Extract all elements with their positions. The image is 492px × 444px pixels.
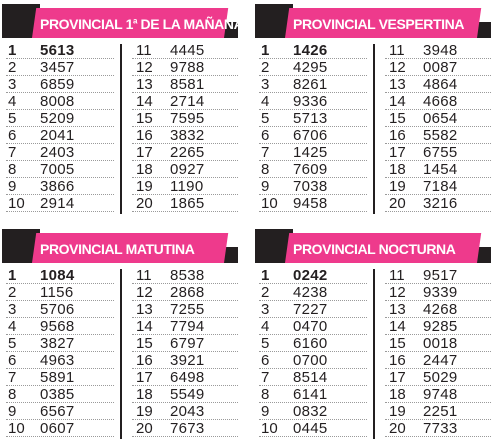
result-row	[255, 144, 373, 161]
panel-header	[2, 229, 238, 263]
position-number: 17	[389, 144, 406, 161]
results-right-column	[120, 42, 238, 212]
panel-title	[293, 241, 455, 257]
result-row	[120, 110, 238, 127]
result-row	[373, 42, 491, 59]
result-row	[373, 352, 491, 369]
winning-number: 3866	[40, 178, 75, 195]
results-left-column	[2, 267, 120, 437]
result-row	[255, 59, 373, 76]
result-row	[255, 76, 373, 93]
result-row	[373, 301, 491, 318]
winning-number: 1425	[293, 144, 328, 161]
winning-number: 4238	[293, 284, 328, 301]
position-number: 20	[389, 420, 406, 437]
result-row	[2, 318, 120, 335]
winning-number: 6160	[293, 335, 328, 352]
position-number: 4	[261, 318, 270, 335]
position-number: 3	[8, 76, 17, 93]
panel-header	[255, 229, 491, 263]
result-row	[2, 335, 120, 352]
winning-number: 1426	[293, 42, 328, 59]
result-row	[2, 420, 120, 437]
position-number: 9	[8, 178, 17, 195]
position-number: 18	[389, 386, 406, 403]
results-right-column	[120, 267, 238, 437]
winning-number: 0385	[40, 386, 75, 403]
result-row	[120, 76, 238, 93]
result-row	[255, 93, 373, 110]
results-right-column	[373, 42, 491, 212]
position-number: 20	[389, 195, 406, 212]
title-main: PROVINCIAL MATUTINA	[40, 241, 195, 257]
result-row	[255, 352, 373, 369]
result-row	[373, 403, 491, 420]
panel-title	[40, 16, 243, 32]
position-number: 1	[261, 267, 270, 284]
position-number: 16	[389, 352, 406, 369]
winning-number: 5713	[293, 110, 328, 127]
position-number: 19	[136, 178, 153, 195]
winning-number: 2447	[423, 352, 458, 369]
result-row	[373, 59, 491, 76]
winning-number: 4963	[40, 352, 75, 369]
position-number: 6	[8, 127, 17, 144]
position-number: 15	[389, 335, 406, 352]
position-number: 12	[136, 284, 153, 301]
winning-number: 0654	[423, 110, 458, 127]
position-number: 10	[8, 195, 25, 212]
winning-number: 7038	[293, 178, 328, 195]
winning-number: 3827	[40, 335, 75, 352]
title-main: PROVINCIAL NOCTURNA	[293, 241, 456, 257]
position-number: 10	[261, 195, 278, 212]
result-row	[255, 369, 373, 386]
position-number: 19	[136, 403, 153, 420]
result-row	[373, 161, 491, 178]
panel-title	[293, 16, 464, 32]
result-row	[373, 284, 491, 301]
position-number: 7	[8, 144, 17, 161]
position-number: 2	[261, 284, 270, 301]
winning-number: 2403	[40, 144, 75, 161]
panel-header	[255, 4, 491, 38]
position-number: 12	[136, 59, 153, 76]
position-number: 1	[8, 42, 17, 59]
result-row	[255, 127, 373, 144]
position-number: 4	[261, 93, 270, 110]
result-row	[373, 318, 491, 335]
position-number: 19	[389, 178, 406, 195]
position-number: 3	[261, 301, 270, 318]
results-right-column	[373, 267, 491, 437]
position-number: 6	[261, 127, 270, 144]
position-number: 3	[8, 301, 17, 318]
winning-number: 5613	[40, 42, 75, 59]
position-number: 9	[261, 403, 270, 420]
position-number: 18	[389, 161, 406, 178]
winning-number: 0018	[423, 335, 458, 352]
result-row	[255, 420, 373, 437]
position-number: 5	[261, 110, 270, 127]
result-row	[120, 195, 238, 212]
position-number: 16	[389, 127, 406, 144]
winning-number: 0242	[293, 267, 328, 284]
results-left-column	[255, 267, 373, 437]
winning-number: 0607	[40, 420, 75, 437]
position-number: 8	[8, 386, 17, 403]
winning-number: 9517	[423, 267, 458, 284]
winning-number: 6567	[40, 403, 75, 420]
result-row	[373, 110, 491, 127]
result-row	[2, 144, 120, 161]
winning-number: 8514	[293, 369, 328, 386]
position-number: 14	[389, 93, 406, 110]
title-rest: DE LA MAÑANA	[137, 16, 244, 32]
winning-number: 1190	[170, 178, 204, 195]
result-row	[255, 161, 373, 178]
winning-number: 0927	[170, 161, 205, 178]
winning-number: 2043	[170, 403, 205, 420]
position-number: 4	[8, 93, 17, 110]
result-row	[2, 195, 120, 212]
result-row	[2, 93, 120, 110]
result-row	[120, 144, 238, 161]
position-number: 15	[136, 110, 153, 127]
winning-number: 1454	[423, 161, 458, 178]
result-row	[373, 267, 491, 284]
position-number: 11	[389, 267, 405, 284]
column-divider	[373, 269, 375, 439]
position-number: 2	[8, 284, 17, 301]
title-superscript: a	[132, 16, 138, 26]
winning-number: 5029	[423, 369, 458, 386]
header-black-accent	[224, 247, 238, 263]
winning-number: 8008	[40, 93, 75, 110]
position-number: 15	[136, 335, 153, 352]
panel-provincial-matutina	[2, 229, 238, 443]
position-number: 18	[136, 386, 153, 403]
winning-number: 0470	[293, 318, 328, 335]
winning-number: 8581	[170, 76, 205, 93]
result-row	[255, 178, 373, 195]
panel-header	[2, 4, 244, 38]
result-row	[120, 161, 238, 178]
winning-number: 4445	[170, 42, 205, 59]
result-row	[120, 267, 238, 284]
result-row	[120, 59, 238, 76]
winning-number: 0700	[293, 352, 328, 369]
result-row	[373, 76, 491, 93]
position-number: 12	[389, 284, 406, 301]
position-number: 3	[261, 76, 270, 93]
position-number: 5	[8, 110, 17, 127]
position-number: 13	[136, 76, 153, 93]
header-black-accent	[477, 247, 491, 263]
result-row	[2, 267, 120, 284]
winning-number: 2914	[40, 195, 75, 212]
position-number: 18	[136, 161, 153, 178]
result-row	[373, 144, 491, 161]
result-row	[255, 318, 373, 335]
result-row	[2, 352, 120, 369]
position-number: 1	[8, 267, 17, 284]
position-number: 8	[261, 161, 270, 178]
winning-number: 6797	[170, 335, 205, 352]
winning-number: 2714	[170, 93, 205, 110]
result-row	[120, 284, 238, 301]
result-row	[120, 301, 238, 318]
winning-number: 9568	[40, 318, 75, 335]
winning-number: 3832	[170, 127, 205, 144]
result-row	[2, 178, 120, 195]
result-row	[373, 386, 491, 403]
result-row	[373, 369, 491, 386]
position-number: 8	[261, 386, 270, 403]
result-row	[255, 335, 373, 352]
result-row	[255, 267, 373, 284]
winning-number: 7227	[293, 301, 328, 318]
header-black-accent	[477, 22, 491, 38]
winning-number: 7184	[423, 178, 458, 195]
winning-number: 5582	[423, 127, 458, 144]
position-number: 7	[261, 369, 270, 386]
position-number: 10	[261, 420, 278, 437]
position-number: 14	[389, 318, 406, 335]
position-number: 19	[389, 403, 406, 420]
winning-number: 6706	[293, 127, 328, 144]
column-divider	[120, 44, 122, 214]
position-number: 11	[136, 42, 152, 59]
winning-number: 2265	[170, 144, 205, 161]
result-row	[120, 178, 238, 195]
winning-number: 7255	[170, 301, 205, 318]
result-row	[2, 284, 120, 301]
position-number: 17	[389, 369, 406, 386]
winning-number: 5891	[40, 369, 75, 386]
winning-number: 9285	[423, 318, 458, 335]
position-number: 17	[136, 144, 153, 161]
panel-provincial-vespertina	[255, 4, 491, 218]
winning-number: 5706	[40, 301, 75, 318]
position-number: 9	[261, 178, 270, 195]
winning-number: 8261	[293, 76, 328, 93]
winning-number: 9339	[423, 284, 458, 301]
result-row	[255, 403, 373, 420]
winning-number: 1865	[170, 195, 205, 212]
position-number: 5	[8, 335, 17, 352]
results-left-column	[255, 42, 373, 212]
result-row	[2, 76, 120, 93]
result-row	[373, 195, 491, 212]
winning-number: 1084	[40, 267, 75, 284]
winning-number: 4268	[423, 301, 458, 318]
winning-number: 7733	[423, 420, 458, 437]
column-divider	[373, 44, 375, 214]
results-left-column	[2, 42, 120, 212]
position-number: 9	[8, 403, 17, 420]
result-row	[120, 318, 238, 335]
result-row	[2, 403, 120, 420]
result-row	[120, 352, 238, 369]
winning-number: 2041	[40, 127, 75, 144]
position-number: 20	[136, 195, 153, 212]
position-number: 20	[136, 420, 153, 437]
winning-number: 0832	[293, 403, 328, 420]
position-number: 7	[8, 369, 17, 386]
result-row	[2, 161, 120, 178]
winning-number: 3216	[423, 195, 458, 212]
winning-number: 2251	[423, 403, 458, 420]
winning-number: 0445	[293, 420, 328, 437]
result-row	[255, 42, 373, 59]
title-main: PROVINCIAL 1	[40, 16, 133, 32]
winning-number: 1156	[40, 284, 74, 301]
result-row	[255, 301, 373, 318]
result-row	[373, 178, 491, 195]
result-row	[2, 127, 120, 144]
position-number: 12	[389, 59, 406, 76]
position-number: 5	[261, 335, 270, 352]
winning-number: 7005	[40, 161, 75, 178]
result-row	[255, 110, 373, 127]
position-number: 16	[136, 127, 153, 144]
winning-number: 2868	[170, 284, 205, 301]
position-number: 10	[8, 420, 25, 437]
result-row	[2, 59, 120, 76]
position-number: 6	[8, 352, 17, 369]
position-number: 15	[389, 110, 406, 127]
result-row	[255, 284, 373, 301]
result-row	[120, 93, 238, 110]
position-number: 7	[261, 144, 270, 161]
winning-number: 7595	[170, 110, 205, 127]
panel-provincial-nocturna	[255, 229, 491, 443]
winning-number: 5549	[170, 386, 205, 403]
result-row	[120, 127, 238, 144]
winning-number: 4864	[423, 76, 458, 93]
result-row	[2, 42, 120, 59]
result-row	[255, 195, 373, 212]
position-number: 13	[136, 301, 153, 318]
winning-number: 7609	[293, 161, 328, 178]
winning-number: 6141	[293, 386, 328, 403]
position-number: 13	[389, 76, 406, 93]
panel-provincial-manana	[2, 4, 244, 218]
result-row	[120, 386, 238, 403]
position-number: 16	[136, 352, 153, 369]
position-number: 11	[136, 267, 152, 284]
position-number: 17	[136, 369, 153, 386]
result-row	[2, 369, 120, 386]
winning-number: 3457	[40, 59, 75, 76]
position-number: 14	[136, 93, 153, 110]
panel-title	[40, 241, 194, 257]
position-number: 1	[261, 42, 270, 59]
winning-number: 6498	[170, 369, 205, 386]
result-row	[373, 335, 491, 352]
title-main: PROVINCIAL VESPERTINA	[293, 16, 465, 32]
position-number: 2	[8, 59, 17, 76]
position-number: 6	[261, 352, 270, 369]
result-row	[373, 420, 491, 437]
result-row	[373, 127, 491, 144]
winning-number: 6755	[423, 144, 458, 161]
winning-number: 9748	[423, 386, 458, 403]
winning-number: 6859	[40, 76, 75, 93]
position-number: 4	[8, 318, 17, 335]
winning-number: 8538	[170, 267, 205, 284]
position-number: 13	[389, 301, 406, 318]
position-number: 11	[389, 42, 405, 59]
result-row	[120, 335, 238, 352]
winning-number: 9788	[170, 59, 205, 76]
winning-number: 4668	[423, 93, 458, 110]
winning-number: 9458	[293, 195, 328, 212]
winning-number: 3948	[423, 42, 458, 59]
winning-number: 4295	[293, 59, 328, 76]
result-row	[373, 93, 491, 110]
position-number: 2	[261, 59, 270, 76]
position-number: 14	[136, 318, 153, 335]
result-row	[120, 403, 238, 420]
winning-number: 3921	[170, 352, 205, 369]
winning-number: 7673	[170, 420, 205, 437]
result-row	[120, 42, 238, 59]
result-row	[2, 110, 120, 127]
result-row	[120, 420, 238, 437]
winning-number: 9336	[293, 93, 328, 110]
winning-number: 0087	[423, 59, 458, 76]
result-row	[255, 386, 373, 403]
result-row	[2, 386, 120, 403]
result-row	[120, 369, 238, 386]
winning-number: 5209	[40, 110, 75, 127]
position-number: 8	[8, 161, 17, 178]
column-divider	[120, 269, 122, 439]
result-row	[2, 301, 120, 318]
winning-number: 7794	[170, 318, 205, 335]
